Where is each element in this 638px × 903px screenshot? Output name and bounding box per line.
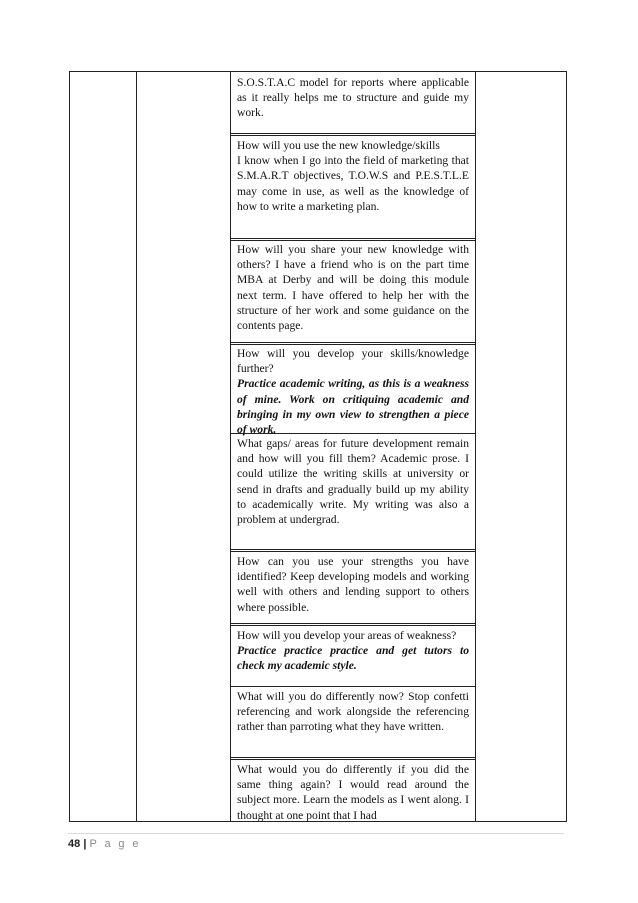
cell-differently-now <box>237 689 469 735</box>
table-divider-1 <box>136 71 137 822</box>
row-divider <box>230 757 476 758</box>
table-divider-3 <box>475 71 476 822</box>
footer-rule <box>68 833 564 834</box>
cell-develop-skills <box>237 346 469 437</box>
cell-answer: Practice practice practice and get tutors to check my academic style. <box>237 644 469 673</box>
table-border-left <box>69 71 70 822</box>
row-divider <box>230 342 476 343</box>
cell-sostac <box>237 75 469 121</box>
cell-text: I know when I go into the field of marketing that S.M.A.R.T objectives, T.O.W.S and P.E.S.T.L.E may come in use, as well as the knowledge of how to write a marketing plan. <box>237 154 469 213</box>
row-divider <box>230 133 476 134</box>
cell-differently-again <box>237 762 469 823</box>
cell-question: How will you develop your areas of weakness? <box>237 629 457 642</box>
page-footer <box>68 838 141 850</box>
cell-answer: Practice academic writing, as this is a weakness of mine. Work on critiquing academic and bringing in my own view to strengthen a piece of work. <box>237 377 469 437</box>
row-divider <box>230 549 476 550</box>
cell-weakness <box>237 628 469 674</box>
cell-text: What would you do differently if you did the same thing again? I would read around the subject more. Learn the models as I went along. I thought at one point that I had <box>237 763 469 822</box>
cell-share-knowledge <box>237 242 469 333</box>
row-divider <box>230 623 476 624</box>
row-divider <box>230 238 476 239</box>
cell-question: How will you use the new knowledge/skills <box>237 139 440 152</box>
page-separator: | <box>83 838 87 850</box>
cell-text: What gaps/ areas for future development remain and how will you fill them? Academic prose. I could utilize the writing skills at university or send in drafts and gradually build up my ability to academically write. My writing was also a problem at undergrad. <box>237 437 469 527</box>
page-word: P a g e <box>89 838 141 850</box>
row-divider <box>230 686 476 687</box>
cell-text: S.O.S.T.A.C model for reports where applicable as it really helps me to structure and guide my work. <box>237 76 469 120</box>
table-divider-2 <box>230 71 231 822</box>
cell-gaps <box>237 436 469 527</box>
cell-text: What will you do differently now? Stop confetti referencing and work alongside the referencing rather than parroting what they have written. <box>237 690 469 734</box>
cell-text: How can you use your strengths you have identified? Keep developing models and working well with others and lending support to others where possible. <box>237 555 469 614</box>
cell-strengths <box>237 554 469 615</box>
row-divider <box>230 344 476 345</box>
row-divider <box>230 551 476 552</box>
row-divider <box>230 759 476 760</box>
page-number: 48 <box>68 838 81 850</box>
row-divider <box>230 135 476 136</box>
cell-text: How will you share your new knowledge with others? I have a friend who is on the part time MBA at Derby and will be doing this module next term. I have offered to help her with the structure of her work and some guidance on the contents page. <box>237 243 469 333</box>
table-border-top <box>69 71 567 72</box>
cell-use-knowledge <box>237 138 469 214</box>
cell-question: How will you develop your skills/knowledge further? <box>237 347 469 376</box>
row-divider <box>230 240 476 241</box>
table-border-right <box>566 71 567 822</box>
row-divider <box>230 625 476 626</box>
